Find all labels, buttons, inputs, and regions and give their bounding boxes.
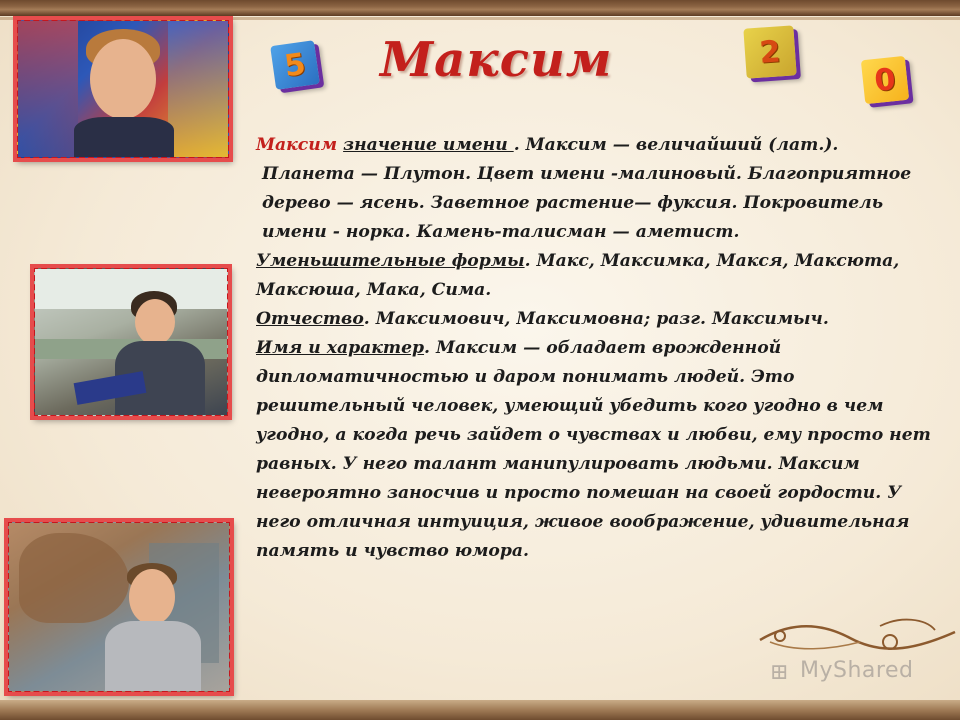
character-label[interactable]: Имя и характер [256,338,425,358]
top-border [0,0,960,16]
photo-classroom [32,266,230,418]
slide-title: Максим [380,32,613,88]
paragraph-patronymic [256,305,936,334]
name-description [256,131,936,566]
photo-boy-portrait [15,18,231,160]
meaning-link[interactable]: значение имени [343,135,514,155]
number-cube-0: 0 [861,56,909,104]
watermark-text: MyShared [800,658,914,683]
meaning-text: . Максим — величайший (лат.). [513,135,839,155]
bottom-border [0,700,960,720]
myshared-logo-icon: ⊞ [770,660,789,685]
paragraph-meaning [256,131,936,160]
paragraph-diminutives [256,247,936,305]
diminutives-label[interactable]: Уменьшительные формы [256,251,525,271]
number-cube-2: 2 [743,25,796,78]
photo-boy-museum [6,520,232,694]
name-highlight: Максим [256,135,338,155]
paragraph-attributes: Планета — Плутон. Цвет имени -малиновый. Благоприятное дерево — ясень. Заветное растение— фуксия. Покровитель имени - норка. Камень-талисман — аметист. [262,164,912,242]
patronymic-text: . Максимович, Максимовна; разг. Максимыч. [363,309,829,329]
paragraph-character [256,334,936,566]
number-cube-5: 5 [270,40,320,90]
character-text: . Максим — обладает врожденной дипломатичностью и даром понимать людей. Это решительный человек, умеющий убедить кого угодно в чем угодно, а когда речь зайдет о чувствах и любви, ему просто нет равных. У него талант манипулировать людьми. Максим невероятно заносчив и просто помешан на своей гордости. У него отличная интуиция, живое воображение, удивительная память и чувство юмора. [256,338,931,561]
diminutives-text: . Макс, Максимка, Макся, Максюта, Максюша, Мака, Сима. [256,251,900,300]
ornament-flourish [750,612,960,660]
patronymic-label[interactable]: Отчество [256,309,364,329]
